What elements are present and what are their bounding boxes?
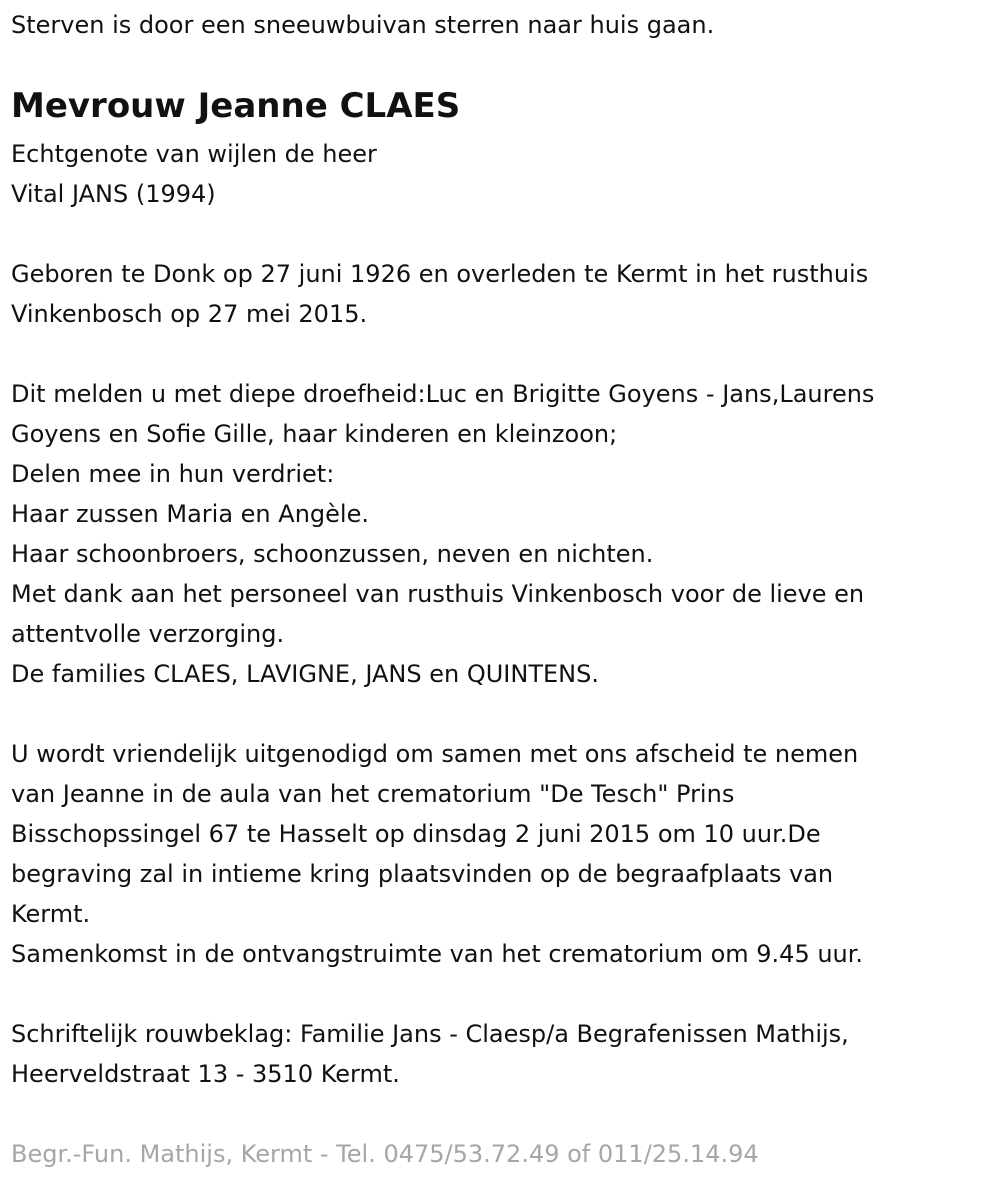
condolence-line: Heerveldstraat 13 - 3510 Kermt. [11, 1060, 400, 1088]
service-section [11, 734, 863, 974]
funeral-home-footer: Begr.-Fun. Mathijs, Kermt - Tel. 0475/53.72.49 of 011/25.14.94 [11, 1140, 759, 1168]
birth-death-line: Geboren te Donk op 27 juni 1926 en overleden te Kermt in het rusthuis [11, 260, 869, 288]
spouse-section [11, 134, 377, 214]
family-line: De families CLAES, LAVIGNE, JANS en QUINTENS. [11, 660, 599, 688]
service-line: U wordt vriendelijk uitgenodigd om samen met ons afscheid te nemen [11, 740, 859, 768]
family-line: Haar zussen Maria en Angèle. [11, 500, 369, 528]
service-line: begraving zal in intieme kring plaatsvinden op de begraafplaats van [11, 860, 834, 888]
motto-quote: Sterven is door een sneeuwbuivan sterren naar huis gaan. [11, 11, 715, 39]
condolence-line: Schriftelijk rouwbeklag: Familie Jans - Claesp/a Begrafenissen Mathijs, [11, 1020, 849, 1048]
spouse-line: Echtgenote van wijlen de heer [11, 140, 377, 168]
family-line: Goyens en Sofie Gille, haar kinderen en kleinzoon; [11, 420, 618, 448]
service-line: van Jeanne in de aula van het crematorium "De Tesch" Prins [11, 780, 735, 808]
service-line: Kermt. [11, 900, 91, 928]
family-line: Delen mee in hun verdriet: [11, 460, 335, 488]
spouse-line: Vital JANS (1994) [11, 180, 216, 208]
family-line: Dit melden u met diepe droefheid:Luc en Brigitte Goyens - Jans,Laurens [11, 380, 875, 408]
birth-death-section [11, 254, 868, 334]
birth-death-line: Vinkenbosch op 27 mei 2015. [11, 300, 368, 328]
family-line: attentvolle verzorging. [11, 620, 285, 648]
family-section [11, 374, 874, 694]
family-line: Met dank aan het personeel van rusthuis Vinkenbosch voor de lieve en [11, 580, 865, 608]
deceased-name: Mevrouw Jeanne CLAES [11, 86, 461, 126]
service-line: Bisschopssingel 67 te Hasselt op dinsdag 2 juni 2015 om 10 uur.De [11, 820, 821, 848]
service-line: Samenkomst in de ontvangstruimte van het crematorium om 9.45 uur. [11, 940, 864, 968]
family-line: Haar schoonbroers, schoonzussen, neven en nichten. [11, 540, 654, 568]
condolence-section [11, 1014, 849, 1094]
